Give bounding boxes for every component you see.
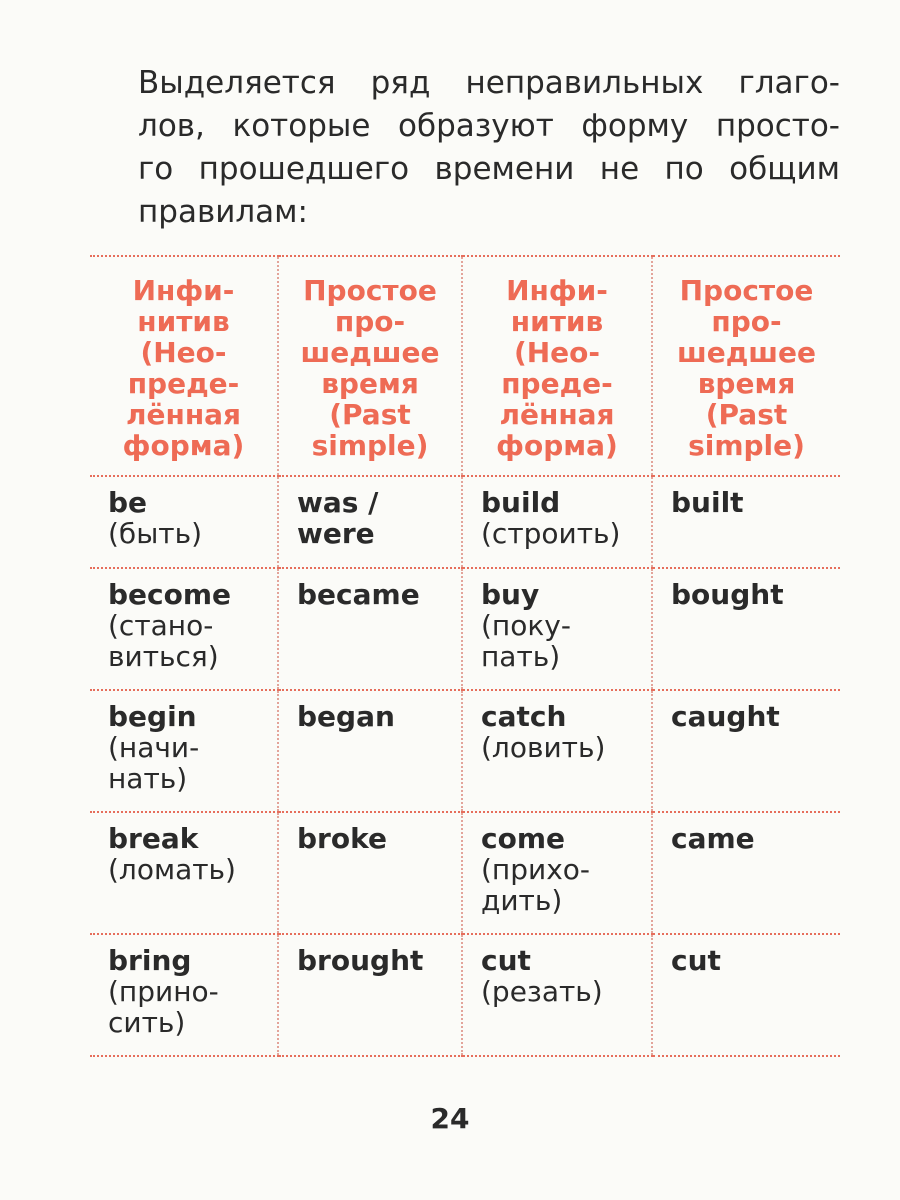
infinitive-cell: [90, 476, 278, 568]
past-cell: [652, 476, 840, 568]
infinitive-cell: [90, 690, 278, 812]
translation-line: виться): [108, 640, 219, 673]
verb: be: [108, 486, 148, 519]
translation: [108, 518, 267, 549]
past-cell: [278, 476, 462, 568]
translation-line: (прино-: [108, 975, 219, 1008]
header-line: лённая: [499, 398, 615, 431]
header-past-simple: [278, 256, 462, 476]
header-row: [90, 256, 840, 476]
header-line: (Past: [329, 398, 411, 431]
header-line: про-: [334, 305, 406, 338]
infinitive-cell: [462, 934, 652, 1056]
translation: [108, 854, 267, 885]
verb: catch: [481, 700, 567, 733]
intro-line: правилам:: [138, 194, 309, 230]
translation-line: (начи-: [108, 731, 200, 764]
infinitive-cell: [462, 690, 652, 812]
infinitive-cell: [462, 568, 652, 690]
verb: came: [671, 822, 755, 855]
translation-line: (резать): [481, 975, 603, 1008]
verb: began: [297, 700, 395, 733]
header-line: шедшее: [300, 336, 440, 369]
intro-line: лов, которые образуют форму просто-: [138, 108, 840, 144]
translation: [481, 518, 641, 549]
page-number: 24: [430, 1102, 470, 1135]
infinitive-cell: [90, 934, 278, 1056]
past-cell: [278, 568, 462, 690]
translation-line: (стано-: [108, 609, 214, 642]
translation: [481, 732, 641, 763]
translation: [481, 854, 641, 916]
irregular-verbs-table: [90, 255, 840, 1057]
translation: [108, 976, 267, 1038]
translation-line: (ломать): [108, 853, 236, 886]
past-cell: [278, 934, 462, 1056]
infinitive-cell: [462, 476, 652, 568]
infinitive-cell: [90, 812, 278, 934]
infinitive-cell: [90, 568, 278, 690]
table-row: [90, 568, 840, 690]
header-line: время: [697, 367, 796, 400]
header-line: про-: [711, 305, 782, 338]
header-line: преде-: [501, 367, 613, 400]
header-line: simple): [311, 429, 429, 462]
header-infinitive: [90, 256, 278, 476]
translation-line: сить): [108, 1006, 186, 1039]
header-line: преде-: [127, 367, 240, 400]
table-row: [90, 934, 840, 1056]
table-row: [90, 812, 840, 934]
translation-line: (строить): [481, 517, 621, 550]
table-row: [90, 690, 840, 812]
verb: bought: [671, 578, 784, 611]
header-infinitive: [462, 256, 652, 476]
verb: build: [481, 486, 561, 519]
verb: broke: [297, 822, 387, 855]
past-cell: [652, 568, 840, 690]
verb: begin: [108, 700, 197, 733]
header-line: Простое: [679, 274, 814, 307]
verb: built: [671, 486, 744, 519]
header-line: время: [321, 367, 419, 400]
translation-line: (быть): [108, 517, 203, 550]
verb: become: [108, 578, 232, 611]
header-past-simple: [652, 256, 840, 476]
translation: [108, 610, 267, 672]
verb: cut: [671, 944, 721, 977]
translation: [481, 976, 641, 1007]
intro-line: Выделяется ряд неправильных глаго-: [138, 65, 840, 101]
verb: was /: [297, 486, 379, 519]
translation-line: (прихо-: [481, 853, 591, 886]
past-cell: [278, 812, 462, 934]
header-line: шедшее: [676, 336, 817, 369]
header-line: форма): [496, 429, 618, 462]
header-line: нитив: [510, 305, 604, 338]
translation-line: (поку-: [481, 609, 571, 642]
intro-line: го прошедшего времени не по общим: [138, 151, 840, 187]
verb: break: [108, 822, 199, 855]
translation-line: пать): [481, 640, 561, 673]
past-cell: [652, 812, 840, 934]
header-line: лённая: [125, 398, 242, 431]
header-line: simple): [688, 429, 805, 462]
infinitive-cell: [462, 812, 652, 934]
translation: [481, 610, 641, 672]
table-row: [90, 476, 840, 568]
verb: bring: [108, 944, 192, 977]
translation-line: нать): [108, 762, 188, 795]
header-line: (Нео-: [513, 336, 601, 369]
translation-line: дить): [481, 884, 563, 917]
verb: brought: [297, 944, 424, 977]
header-line: (Past: [705, 398, 788, 431]
translation: [108, 732, 267, 794]
translation-line: (ловить): [481, 731, 606, 764]
header-line: Простое: [303, 274, 437, 307]
header-line: Инфи-: [132, 274, 235, 307]
header-line: (Нео-: [140, 336, 227, 369]
past-cell: [278, 690, 462, 812]
past-cell: [652, 934, 840, 1056]
intro-paragraph: [138, 62, 840, 234]
verb: buy: [481, 578, 540, 611]
header-line: Инфи-: [506, 274, 608, 307]
verb: were: [297, 517, 375, 550]
verb: cut: [481, 944, 531, 977]
verb: became: [297, 578, 420, 611]
header-line: форма): [122, 429, 245, 462]
past-cell: [652, 690, 840, 812]
header-line: нитив: [137, 305, 230, 338]
verb: caught: [671, 700, 780, 733]
verb: come: [481, 822, 565, 855]
